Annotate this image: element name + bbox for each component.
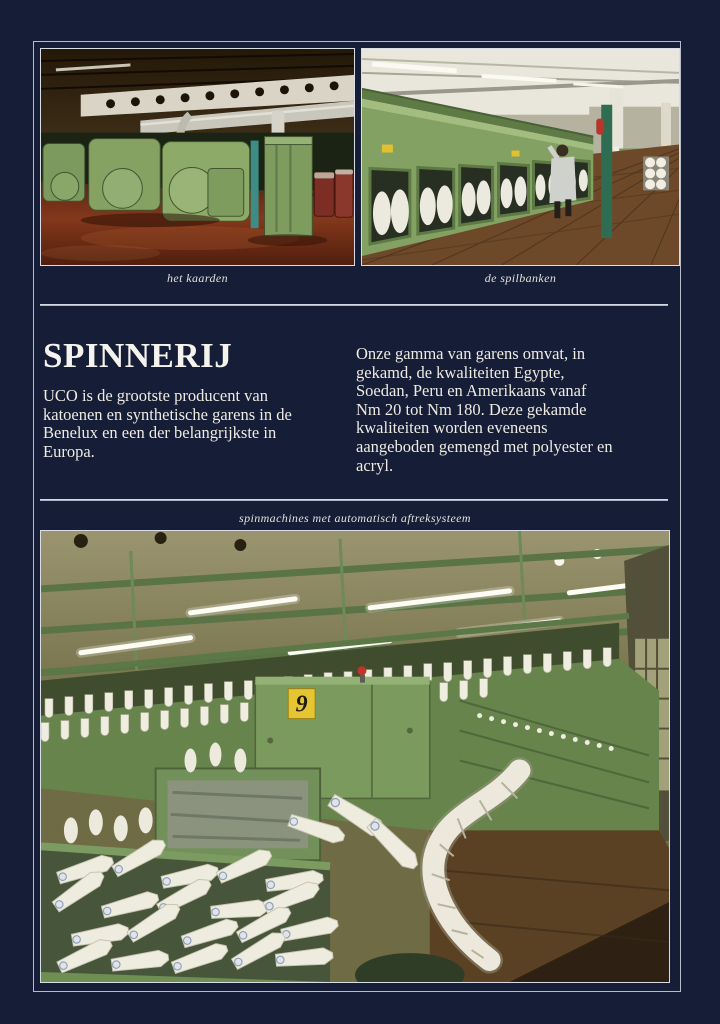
text-line: kwaliteiten worden eveneens — [356, 418, 548, 438]
roving-photo-illustration — [362, 49, 679, 265]
text-line: Soedan, Peru en Amerikaans vanaf — [356, 381, 587, 401]
divider-middle — [40, 499, 668, 501]
photo-roving — [361, 48, 680, 266]
bobbin-trolley — [643, 157, 669, 191]
middle-bin — [156, 768, 320, 860]
mid-floor — [430, 830, 669, 982]
text-line: Nm 20 tot Nm 180. Deze gekamde — [356, 399, 587, 419]
photo-caption-spinning: spinmachines met automatisch aftreksysteem — [239, 511, 471, 525]
photo-spinning — [40, 530, 670, 983]
text-line: acryl. — [356, 455, 394, 475]
divider-top — [40, 304, 668, 306]
machine-number-sign-text: 9 — [295, 691, 308, 718]
body-paragraph — [356, 345, 676, 475]
dye-barrels — [314, 169, 353, 217]
text-line: Benelux en een der belangrijkste in — [43, 423, 277, 443]
signal-lamp — [357, 666, 366, 675]
text-line: Europa. — [43, 441, 95, 461]
text-line: aangeboden gemengd met polyester en — [356, 436, 613, 456]
text-line: Onze gamma van garens omvat, in — [356, 344, 586, 363]
carding-photo-illustration — [41, 49, 354, 265]
yellow-number-sign — [288, 689, 315, 719]
fire-extinguisher — [596, 119, 604, 135]
text-line: UCO is de grootste producent van — [43, 386, 268, 405]
text-line: gekamd, de kwaliteiten Egypte, — [356, 362, 565, 382]
text-line: katoenen en synthetische garens in de — [43, 404, 292, 424]
teal-pipe — [251, 141, 259, 229]
photo-caption-roving: de spilbanken — [484, 271, 557, 285]
spinning-photo-illustration — [41, 531, 669, 982]
intro-paragraph — [43, 387, 353, 461]
photo-carding — [40, 48, 355, 266]
page-title: SPINNERIJ — [43, 336, 233, 375]
photo-caption-carding: het kaarden — [167, 271, 228, 285]
